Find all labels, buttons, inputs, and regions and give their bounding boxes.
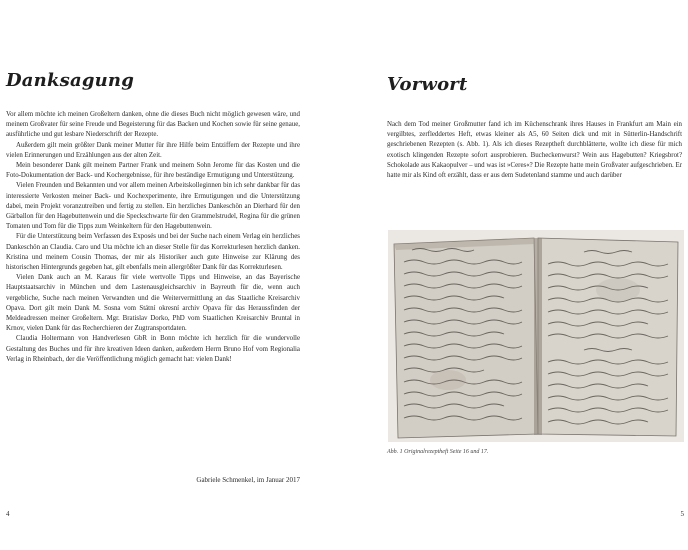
page-number: 4	[6, 510, 10, 518]
page-heading-vorwort: Vorwort	[387, 74, 468, 95]
paragraph: Vielen Dank auch an M. Karaus für viele wertvolle Tipps und Hinweise, an das Bayerische Hauptstaatsarchiv in München und dem Lastenausgleichsarchiv in Bayreuth für die, wenn auch vergebliche, Suche nach meinen Verwandten und die Weitervermittlung an das Staatliche Kreisarchiv Opava. Dort gilt mein Dank M. Sosna vom Státní okresní archiv Opava für das Heraussfinden der Meldeadressen meiner Großeltern. Mgr. Bratislav Dorko, PhD vom Staatlichen Kreisarchiv Bruntal in Krnov, vielen Dank für das Recherchieren der Zugtransportdaten.	[6, 274, 300, 333]
paragraph: Claudia Holtermann von Handverlesen GbR in Bonn möchte ich herzlich für die wundervolle Gestaltung des Buches und für ihre kreativen Ideen danken, außerdem Herrn Bruno Hof vom Regionalia Verlag in Rheinbach, der die Veröffentlichung möglich gemacht hat: vielen Dank!	[6, 335, 300, 363]
paragraph: Vielen Freunden und Bekannten und vor allem meinen Arbeitskolleginnen bin ich sehr dankbar für das interessierte Verkosten meiner Back- und Kochexperimente, ihre Ermutigungen und die Unterstützung dabei, mein Projekt voranzutreiben und fertig zu stellen. Ein herzliches Dankeschön an Dierhard für den Gärballon für den Hagebuttenwein und die Speckschwarte für den Grammelstrudel, Regina für die grünen Tomaten und Tom für die Tipps zum Weinkeltern für den Hagebuttenwein.	[6, 182, 300, 231]
paragraph: Außerdem gilt mein größter Dank meiner Mutter für ihre Hilfe beim Entziffern der Rezepte und ihre vielen Erinnerungen und Erzählungen aus der alten Zeit.	[6, 141, 300, 159]
recipe-notebook-photo	[388, 230, 684, 442]
paragraph: Für die Unterstützung beim Verfassen des Exposés und bei der Suche nach einem Verlag ein herzliches Dankeschön an Claudia. Caro und Uta möchte ich an dieser Stelle für das Korrekturlesen herzlich danken. Kristina und meinem Cousin Thomas, der mir als Historiker auch gute Hinweise zur Klärung des historischen Hintergrunds gegeben hat, gilt ebenfalls mein allergrößter Dank für das Korrekturlesen.	[6, 233, 300, 272]
page-number: 5	[680, 510, 684, 518]
acknowledgements-text	[6, 110, 300, 365]
paragraph: Nach dem Tod meiner Großmutter fand ich im Küchenschrank ihres Hauses in Frankfurt am Main ein vergilbtes, zerfleddertes Heft, etwas kleiner als A5, 60 Seiten dick und mit in Sütterlin-Handschrift geschriebenen Rezepten (s. Abb. 1). Als ich dieses Rezeptheft durchblätterte, wollte ich diese für mich exotisch klingenden Rezepte sofort ausprobieren. Bucheckenwurst? Wein aus Hagebutten? Kriegsbrot? Schokolade aus Kakaopulver – und was ist »Ceres«? Die Rezepte hatte mein Großvater aufgeschrieben. Er hatte mir als Kind oft erzählt, dass er aus dem Sudetenland stamme und auch darüber	[387, 121, 682, 180]
paragraph: Vor allem möchte ich meinen Großeltern danken, ohne die dieses Buch nicht möglich gewesen wäre, und meinem Großvater für seine Freude und Begeisterung für das Backen und Kochen sowie für seine genaue, ausführliche und gut lesbare Niederschrift der Rezepte.	[6, 111, 300, 139]
preface-text	[387, 120, 682, 181]
paragraph: Mein besonderer Dank gilt meinem Partner Frank und meinem Sohn Jerome für das Kosten und die Foto-Dokumentation der Back- und Kochergebnisse, für ihre beständige Ermutigung und Unterstützung.	[6, 162, 300, 180]
author-signature-line: Gabriele Schmenkel, im Januar 2017	[196, 476, 300, 484]
notebook-illustration	[388, 230, 684, 442]
page-heading-danksagung: Danksagung	[6, 70, 134, 91]
figure-caption: Abb. 1 Originalrezeptheft Seite 16 und 17.	[387, 449, 489, 455]
right-page	[344, 0, 688, 550]
